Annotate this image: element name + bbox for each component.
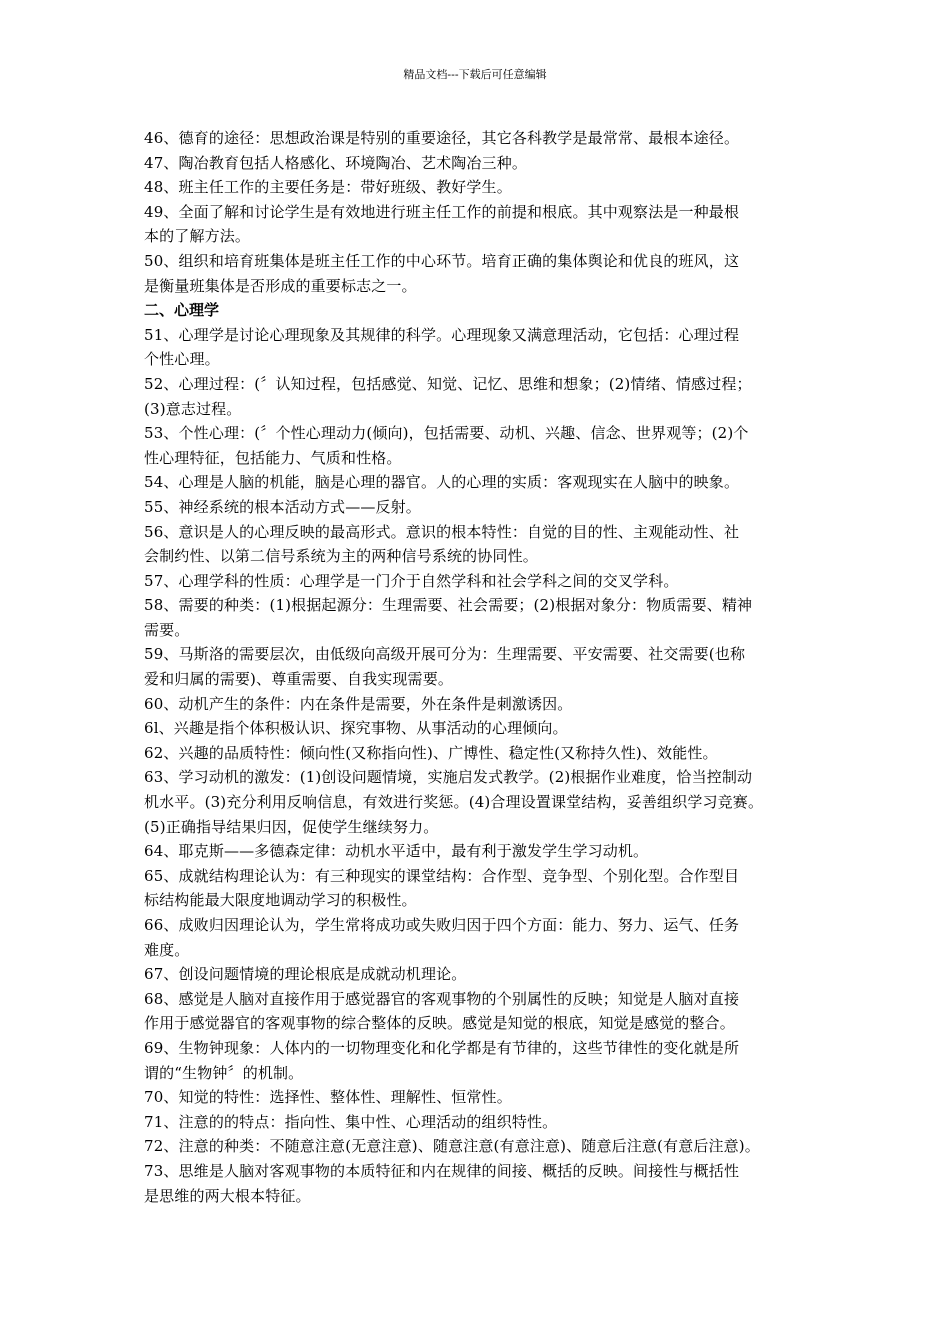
paragraph-line: 爱和归属的需要)、尊重需要、自我实现需要。 — [144, 670, 454, 689]
paragraph-line: 68、感觉是人脑对直接作用于感觉器官的客观事物的个别属性的反映；知觉是人脑对直接 — [144, 989, 740, 1008]
paragraph-line: 71、注意的的特点：指向性、集中性、心理活动的组织特性。 — [144, 1112, 558, 1131]
page-header: 精品文档---下载后可任意编辑 — [403, 68, 547, 81]
paragraph-line: 47、陶冶教育包括人格感化、环境陶冶、艺术陶冶三种。 — [144, 153, 527, 172]
paragraph-line: 58、需要的种类：(1)根据起源分：生理需要、社会需要；(2)根据对象分：物质需要、精神 — [144, 596, 753, 615]
paragraph-line: 难度。 — [144, 940, 190, 959]
paragraph-line: 是衡量班集体是否形成的重要标志之一。 — [144, 276, 417, 295]
paragraph-line: 65、成就结构理论认为：有三种现实的课堂结构：合作型、竞争型、个别化型。合作型目 — [144, 866, 740, 885]
paragraph-line: (3)意志过程。 — [144, 399, 242, 418]
paragraph-line: 62、兴趣的品质特性：倾向性(又称指向性)、广博性、稳定性(又称持久性)、效能性。 — [144, 743, 718, 762]
paragraph-line: 谓的“生物钟〞的机制。 — [144, 1063, 304, 1082]
section-title: 二、心理学 — [144, 301, 220, 320]
paragraph-line: 73、思维是人脑对客观事物的本质特征和内在规律的间接、概括的反映。间接性与概括性 — [144, 1161, 740, 1180]
paragraph-line: 56、意识是人的心理反映的最高形式。意识的根本特性：自觉的目的性、主观能动性、社 — [144, 522, 740, 541]
paragraph-line: 46、德育的途径：思想政治课是特别的重要途径，其它各科教学是最常常、最根本途径。 — [144, 129, 740, 147]
paragraph-line: 是思维的两大根本特征。 — [144, 1186, 311, 1205]
education-items — [144, 126, 824, 298]
paragraph-line: 54、心理是人脑的机能，脑是心理的器官。人的心理的实质：客观现实在人脑中的映象。 — [144, 473, 740, 492]
paragraph-line: 52、心理过程：(〞认知过程，包括感觉、知觉、记忆、思维和想象；(2)情绪、情感过程； — [144, 374, 752, 393]
paragraph-line: 本的了解方法。 — [144, 227, 251, 246]
psychology-items — [144, 323, 824, 1208]
paragraph-line: 标结构能最大限度地调动学习的积极性。 — [144, 891, 417, 910]
paragraph-line: 67、创设问题情境的理论根底是成就动机理论。 — [144, 965, 467, 984]
paragraph-line: 64、耶克斯——多德森定律：动机水平适中，最有利于激发学生学习动机。 — [144, 842, 649, 861]
paragraph-line: 6l、兴趣是指个体积极认识、探究事物、从事活动的心理倾向。 — [144, 719, 568, 738]
paragraph-line: 性心理特征，包括能力、气质和性格。 — [144, 448, 402, 467]
paragraph-line: 59、马斯洛的需要层次，由低级向高级开展可分为：生理需要、平安需要、社交需要(也称 — [144, 645, 746, 664]
paragraph-line: 需要。 — [144, 620, 190, 639]
paragraph-line: 49、全面了解和讨论学生是有效地进行班主任工作的前提和根底。其中观察法是一种最根 — [144, 202, 740, 221]
paragraph-line: 会制约性、以第二信号系统为主的两种信号系统的协同性。 — [144, 547, 538, 566]
paragraph-line: 70、知觉的特性：选择性、整体性、理解性、恒常性。 — [144, 1088, 512, 1107]
paragraph-line: 48、班主任工作的主要任务是：带好班级、教好学生。 — [144, 178, 512, 197]
paragraph-line: 机水平。(3)充分利用反响信息，有效进行奖惩。(4)合理设置课堂结构，妥善组织学习竞赛。 — [144, 793, 764, 812]
paragraph-line: 63、学习动机的激发：(1)创设问题情境，实施启发式教学。(2)根据作业难度，恰当控制动 — [144, 768, 753, 787]
paragraph-line: 作用于感觉器官的客观事物的综合整体的反映。感觉是知觉的根底，知觉是感觉的整合。 — [144, 1014, 735, 1033]
paragraph-line: 53、个性心理：(〞个性心理动力(倾向)，包括需要、动机、兴趣、信念、世界观等；(2)个 — [144, 424, 749, 443]
paragraph-line: 72、注意的种类：不随意注意(无意注意)、随意注意(有意注意)、随意后注意(有意后注意)。 — [144, 1137, 760, 1156]
paragraph-line: 57、心理学科的性质：心理学是一门介于自然学科和社会学科之间的交叉学科。 — [144, 571, 679, 590]
paragraph-line: 60、动机产生的条件：内在条件是需要，外在条件是刺激诱因。 — [144, 694, 573, 713]
document-body — [144, 126, 824, 1208]
paragraph-line: 55、神经系统的根本活动方式——反射。 — [144, 497, 421, 516]
paragraph-line: 个性心理。 — [144, 350, 220, 369]
paragraph-line: 50、组织和培育班集体是班主任工作的中心环节。培育正确的集体舆论和优良的班风，这 — [144, 251, 740, 270]
paragraph-line: 51、心理学是讨论心理现象及其规律的科学。心理现象又满意理活动，它包括：心理过程 — [144, 325, 740, 344]
paragraph-line: 69、生物钟现象：人体内的一切物理变化和化学都是有节律的，这些节律性的变化就是所 — [144, 1038, 740, 1057]
paragraph-line: 66、成败归因理论认为，学生常将成功或失败归因于四个方面：能力、努力、运气、任务 — [144, 916, 740, 934]
paragraph-line: (5)正确指导结果归因，促使学生继续努力。 — [144, 817, 439, 836]
